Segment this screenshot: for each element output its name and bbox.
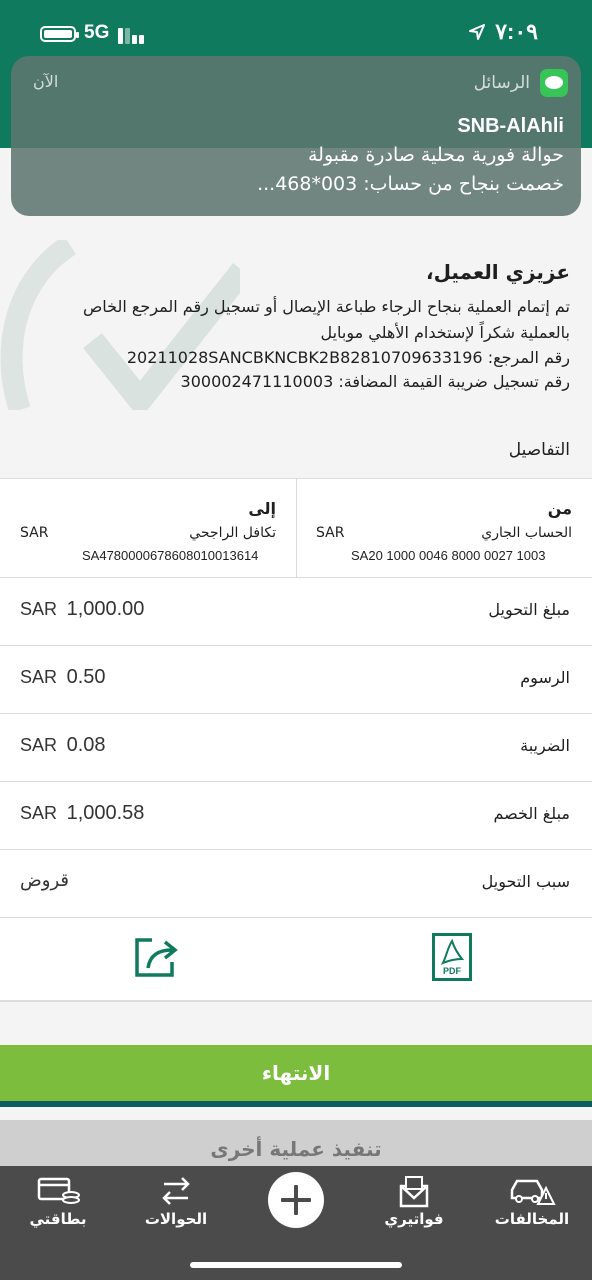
notification-app bbox=[474, 69, 568, 97]
add-button[interactable] bbox=[268, 1172, 324, 1228]
detail-row-debit-amount bbox=[0, 782, 592, 850]
row-value: قروض bbox=[20, 870, 69, 891]
row-label: سبب التحويل bbox=[481, 872, 570, 891]
from-account-number: SA20 1000 0046 8000 0027 1003 bbox=[351, 548, 546, 563]
to-account-number: SA4780000678608010013614 bbox=[82, 548, 259, 563]
from-title: من bbox=[547, 499, 572, 518]
signal-icon bbox=[118, 26, 148, 44]
from-currency: SAR bbox=[316, 525, 345, 541]
tab-violations[interactable] bbox=[482, 1174, 582, 1228]
detail-row-transfer-reason bbox=[0, 850, 592, 918]
notification-time: الآن bbox=[33, 72, 59, 91]
reference-label: رقم المرجع: bbox=[487, 348, 570, 367]
receipt-actions bbox=[0, 918, 592, 1002]
message-greeting: عزيزي العميل، bbox=[425, 260, 570, 284]
notification-app-name: الرسائل bbox=[473, 73, 530, 93]
another-transaction-button[interactable]: تنفيذ عملية أخرى bbox=[0, 1120, 592, 1180]
pdf-download-icon[interactable] bbox=[432, 933, 472, 981]
share-icon[interactable] bbox=[134, 936, 180, 978]
notification-sender: SNB-AlAhli bbox=[457, 115, 564, 137]
cards-icon bbox=[34, 1174, 82, 1208]
status-bar bbox=[0, 0, 592, 60]
tab-bills[interactable] bbox=[364, 1174, 464, 1228]
detail-row-transfer-amount bbox=[0, 578, 592, 646]
detail-row-fees bbox=[0, 646, 592, 714]
to-currency: SAR bbox=[20, 525, 49, 541]
tab-label: المخالفات bbox=[494, 1210, 570, 1228]
to-title: إلى bbox=[248, 499, 276, 518]
from-to-card bbox=[0, 478, 592, 578]
car-warning-icon bbox=[508, 1174, 556, 1208]
messages-app-icon bbox=[540, 69, 568, 97]
to-beneficiary-name: تكافل الراجحي bbox=[189, 525, 276, 541]
clock: ٧:٠٩ bbox=[495, 19, 538, 44]
sms-notification[interactable] bbox=[11, 56, 581, 216]
bills-envelope-icon bbox=[390, 1174, 438, 1208]
row-value: SAR 0.08 bbox=[20, 734, 106, 756]
row-value: SAR 1,000.00 bbox=[20, 598, 145, 620]
finish-button[interactable]: الانتهاء bbox=[0, 1045, 592, 1101]
pdf-label: PDF bbox=[443, 966, 461, 976]
location-arrow-icon bbox=[468, 23, 486, 41]
home-indicator bbox=[190, 1262, 402, 1268]
success-message bbox=[50, 260, 570, 394]
row-value: SAR 1,000.58 bbox=[20, 802, 145, 824]
tab-my-cards[interactable] bbox=[8, 1174, 108, 1228]
vat-row bbox=[50, 370, 570, 394]
row-value: SAR 0.50 bbox=[20, 666, 106, 688]
tab-transfers[interactable] bbox=[126, 1174, 226, 1228]
vat-label: رقم تسجيل ضريبة القيمة المضافة: bbox=[338, 372, 570, 391]
tab-label: فواتيري bbox=[384, 1210, 444, 1228]
row-label: مبلغ الخصم bbox=[493, 804, 570, 823]
battery-icon bbox=[40, 26, 76, 42]
vat-value: 300002471110003 bbox=[180, 372, 334, 391]
tab-label: بطاقتي bbox=[29, 1210, 87, 1228]
column-divider bbox=[296, 479, 297, 579]
row-label: الرسوم bbox=[520, 668, 570, 687]
notification-line-1: حوالة فورية محلية صادرة مقبولة bbox=[308, 144, 564, 166]
row-label: الضريبة bbox=[520, 736, 570, 755]
network-type: 5G bbox=[84, 22, 110, 43]
message-body: تم إتمام العملية بنجاح الرجاء طباعة الإيصال أو تسجيل رقم المرجع الخاص بالعملية شكراً لإستخدام الأهلي موبايل bbox=[82, 297, 570, 342]
tab-label: الحوالات bbox=[144, 1210, 208, 1228]
transfer-arrows-icon bbox=[152, 1174, 200, 1208]
reference-value: 20211028SANCBKNCBK2B82810709633196 bbox=[126, 348, 483, 367]
row-label: مبلغ التحويل bbox=[488, 600, 570, 619]
finish-underline bbox=[0, 1101, 592, 1107]
notification-line-2: خصمت بنجاح من حساب: 003*468... bbox=[257, 173, 564, 195]
detail-row-tax bbox=[0, 714, 592, 782]
from-account-name: الحساب الجاري bbox=[481, 525, 572, 541]
details-heading: التفاصيل bbox=[508, 440, 570, 460]
reference-row bbox=[50, 346, 570, 370]
